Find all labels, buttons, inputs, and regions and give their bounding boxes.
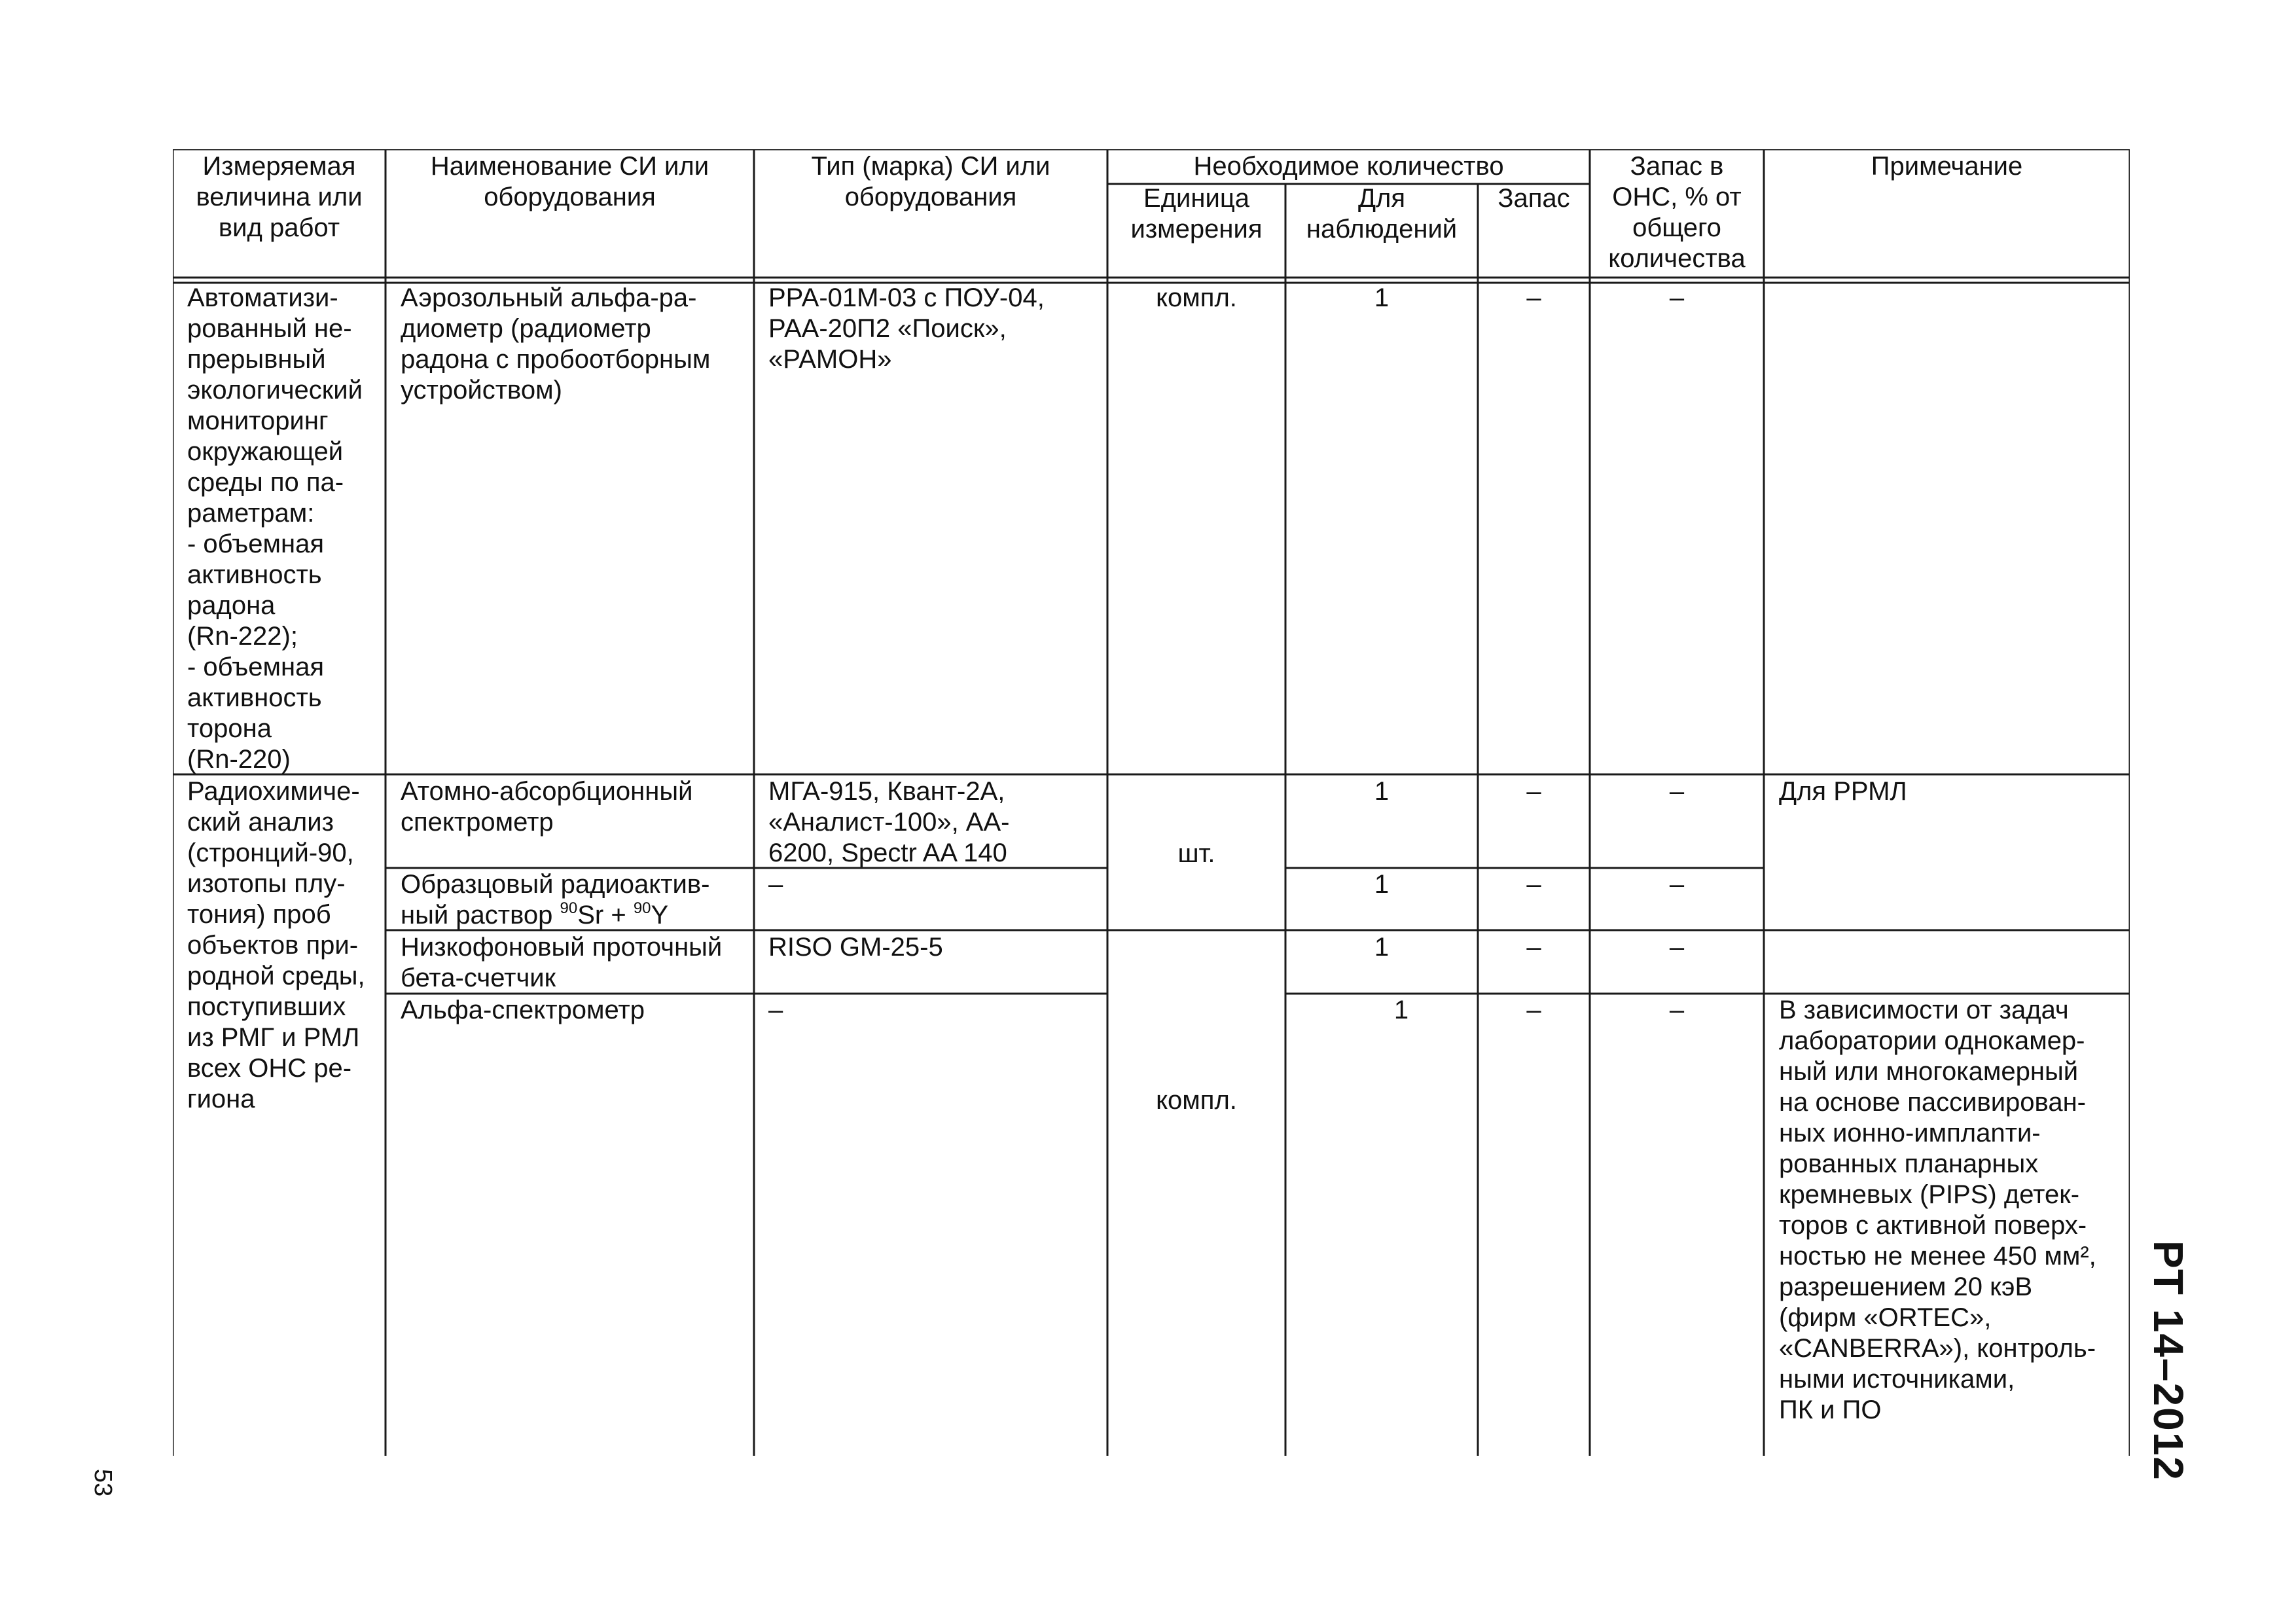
document-code: РТ 14–2012 [2145, 1240, 2192, 1481]
text-line: наблюдений [1306, 215, 1458, 244]
text-line: (фирм «ORTEC», [1779, 1303, 1992, 1332]
header-unit [1107, 183, 1285, 245]
row1-name [401, 283, 710, 406]
row5-observations: 1 [1393, 996, 1409, 1024]
text-line: диометр (радиометр [401, 314, 651, 343]
row1-ons-reserve: – [1669, 283, 1685, 312]
row5-ons-reserve: – [1669, 996, 1685, 1024]
text-line: МГА-915, Квант-2А, [768, 777, 1005, 806]
y-mass-number: 90 [633, 899, 651, 917]
row3-observations: 1 [1374, 870, 1390, 899]
text-line: вид работ [218, 213, 340, 242]
row1-type [768, 283, 1045, 375]
text-line: окружающей [187, 437, 344, 466]
text-line: тония) проб [187, 900, 331, 929]
row2-type [768, 776, 1009, 869]
text-line: спектрометр [401, 808, 554, 837]
row1-observations: 1 [1374, 283, 1390, 312]
text-line: Единица [1143, 184, 1249, 213]
page-number: 53 [89, 1469, 117, 1497]
text-line: оборудования [484, 183, 656, 211]
text-line: активность [187, 683, 322, 712]
text-line: гиона [187, 1085, 255, 1113]
text-line: радона [187, 591, 276, 620]
text-line: «Аналист-100», АА- [768, 808, 1010, 837]
text-line: оборудования [844, 183, 1017, 211]
text-line: В зависимости от задач [1779, 996, 2069, 1024]
row4-ons-reserve: – [1669, 933, 1685, 962]
text-line: родной среды, [187, 962, 365, 990]
text-line: (Rn-222); [187, 622, 298, 651]
text-line: мониторинг [187, 406, 329, 435]
row3-reserve: – [1526, 870, 1541, 899]
row1-reserve: – [1526, 283, 1541, 312]
row5-reserve: – [1526, 996, 1541, 1024]
row3-type: – [768, 870, 783, 899]
text-line: Для [1357, 184, 1406, 213]
text-line: величина или [196, 183, 363, 211]
text-line: торона [187, 714, 272, 743]
text-line: Низкофоновый проточный [401, 933, 723, 962]
text-line: ский анализ [187, 808, 334, 837]
row4-type: RISO GM-25-5 [768, 933, 943, 962]
text-line: экологический [187, 376, 363, 405]
text-line: ный или многокамерный [1779, 1057, 2079, 1086]
text-line: Атомно-абсорбционный [401, 777, 693, 806]
text-line: Измеряемая [202, 152, 356, 181]
text-line: разрешением 20 кэВ [1779, 1272, 2033, 1301]
row2-ons-reserve: – [1669, 777, 1685, 806]
text-line: РРА-01М-03 с ПОУ-04, [768, 283, 1045, 312]
row2-note: Для РРМЛ [1779, 777, 1907, 806]
row3-ons-reserve: – [1669, 870, 1685, 899]
sr-element: Sr + [577, 901, 634, 929]
text-line: ПК и ПО [1779, 1396, 1882, 1424]
text-line: количества [1608, 244, 1746, 273]
row3-name [401, 869, 709, 931]
text-line: измерения [1130, 215, 1263, 244]
row4-name [401, 932, 722, 994]
text-line: ностью не менее 450 мм², [1779, 1242, 2096, 1271]
text-line: Тип (марка) СИ или [811, 152, 1050, 181]
table-page [173, 149, 2130, 1456]
text-line: (стронций-90, [187, 839, 354, 867]
text-line: общего [1632, 213, 1721, 242]
text-line: «CANBERRA»), контроль- [1779, 1334, 2096, 1363]
text-line: бета-счетчик [401, 964, 556, 992]
text-line: всех ОНС ре- [187, 1054, 352, 1083]
row4-reserve: – [1526, 933, 1541, 962]
text-line: - объемная [187, 653, 325, 681]
text-line: Радиохимиче- [187, 777, 360, 806]
group2-measure [187, 776, 365, 1115]
row4-row5-unit: компл. [1156, 1086, 1237, 1115]
text-line: Запас в [1630, 152, 1724, 181]
text-line: - объемная [187, 530, 325, 558]
row3-name-prefix: ный раствор [401, 901, 560, 929]
text-line: (Rn-220) [187, 745, 291, 774]
header-note: Примечание [1871, 152, 2023, 181]
text-line: торов с активной поверх- [1779, 1211, 2087, 1240]
row5-note [1779, 995, 2096, 1426]
text-line: радона с пробоотборным [401, 345, 711, 374]
row4-observations: 1 [1374, 933, 1390, 962]
row3-name-line1: Образцовый радиоактив- [401, 870, 710, 899]
text-line: Наименование СИ или [430, 152, 709, 181]
text-line: кремневых (PIPS) детек- [1779, 1180, 2080, 1209]
text-line: 6200, Spectr AA 140 [768, 839, 1007, 867]
text-line: из РМГ и РМЛ [187, 1023, 360, 1052]
text-line: объектов при- [187, 931, 359, 960]
row5-name: Альфа-спектрометр [401, 996, 645, 1024]
text-line: ных ионно-имплanти- [1779, 1119, 2041, 1147]
text-line: на основе пассивирован- [1779, 1088, 2086, 1117]
text-line: среды по па- [187, 468, 344, 497]
text-line: поступивших [187, 992, 346, 1021]
text-line: активность [187, 560, 322, 589]
text-line: «РАМОН» [768, 345, 892, 374]
text-line: лаборатории однокамер- [1779, 1026, 2085, 1055]
text-line: Аэрозольный альфа-ра- [401, 283, 697, 312]
header-observations [1285, 183, 1478, 245]
text-line: ОНС, % от [1612, 183, 1742, 211]
header-measure [173, 151, 386, 244]
text-line: изотопы плу- [187, 869, 346, 898]
row1-measure [187, 283, 363, 775]
header-type [754, 151, 1107, 213]
row3-name-line2 [401, 900, 709, 931]
text-line: раметрам: [187, 499, 315, 528]
text-line: ными источниками, [1779, 1365, 2015, 1394]
header-required-quantity: Необходимое количество [1193, 152, 1504, 181]
text-line: рованный не- [187, 314, 352, 343]
y-element: Y [651, 901, 669, 929]
text-line: РАА-20П2 «Поиск», [768, 314, 1007, 343]
sr-mass-number: 90 [560, 899, 578, 917]
row2-reserve: – [1526, 777, 1541, 806]
text-line: рованных планарных [1779, 1149, 2039, 1178]
text-line: Автоматизи- [187, 283, 338, 312]
text-line: устройством) [401, 376, 562, 405]
row1-unit: компл. [1156, 283, 1237, 312]
header-reserve: Запас [1498, 184, 1570, 213]
row5-type: – [768, 996, 783, 1024]
row2-row3-unit: шт. [1177, 839, 1215, 868]
header-ons-reserve [1590, 151, 1764, 274]
row2-name [401, 776, 692, 838]
text-line: прерывный [187, 345, 326, 374]
row2-observations: 1 [1374, 777, 1390, 806]
header-name [386, 151, 754, 213]
